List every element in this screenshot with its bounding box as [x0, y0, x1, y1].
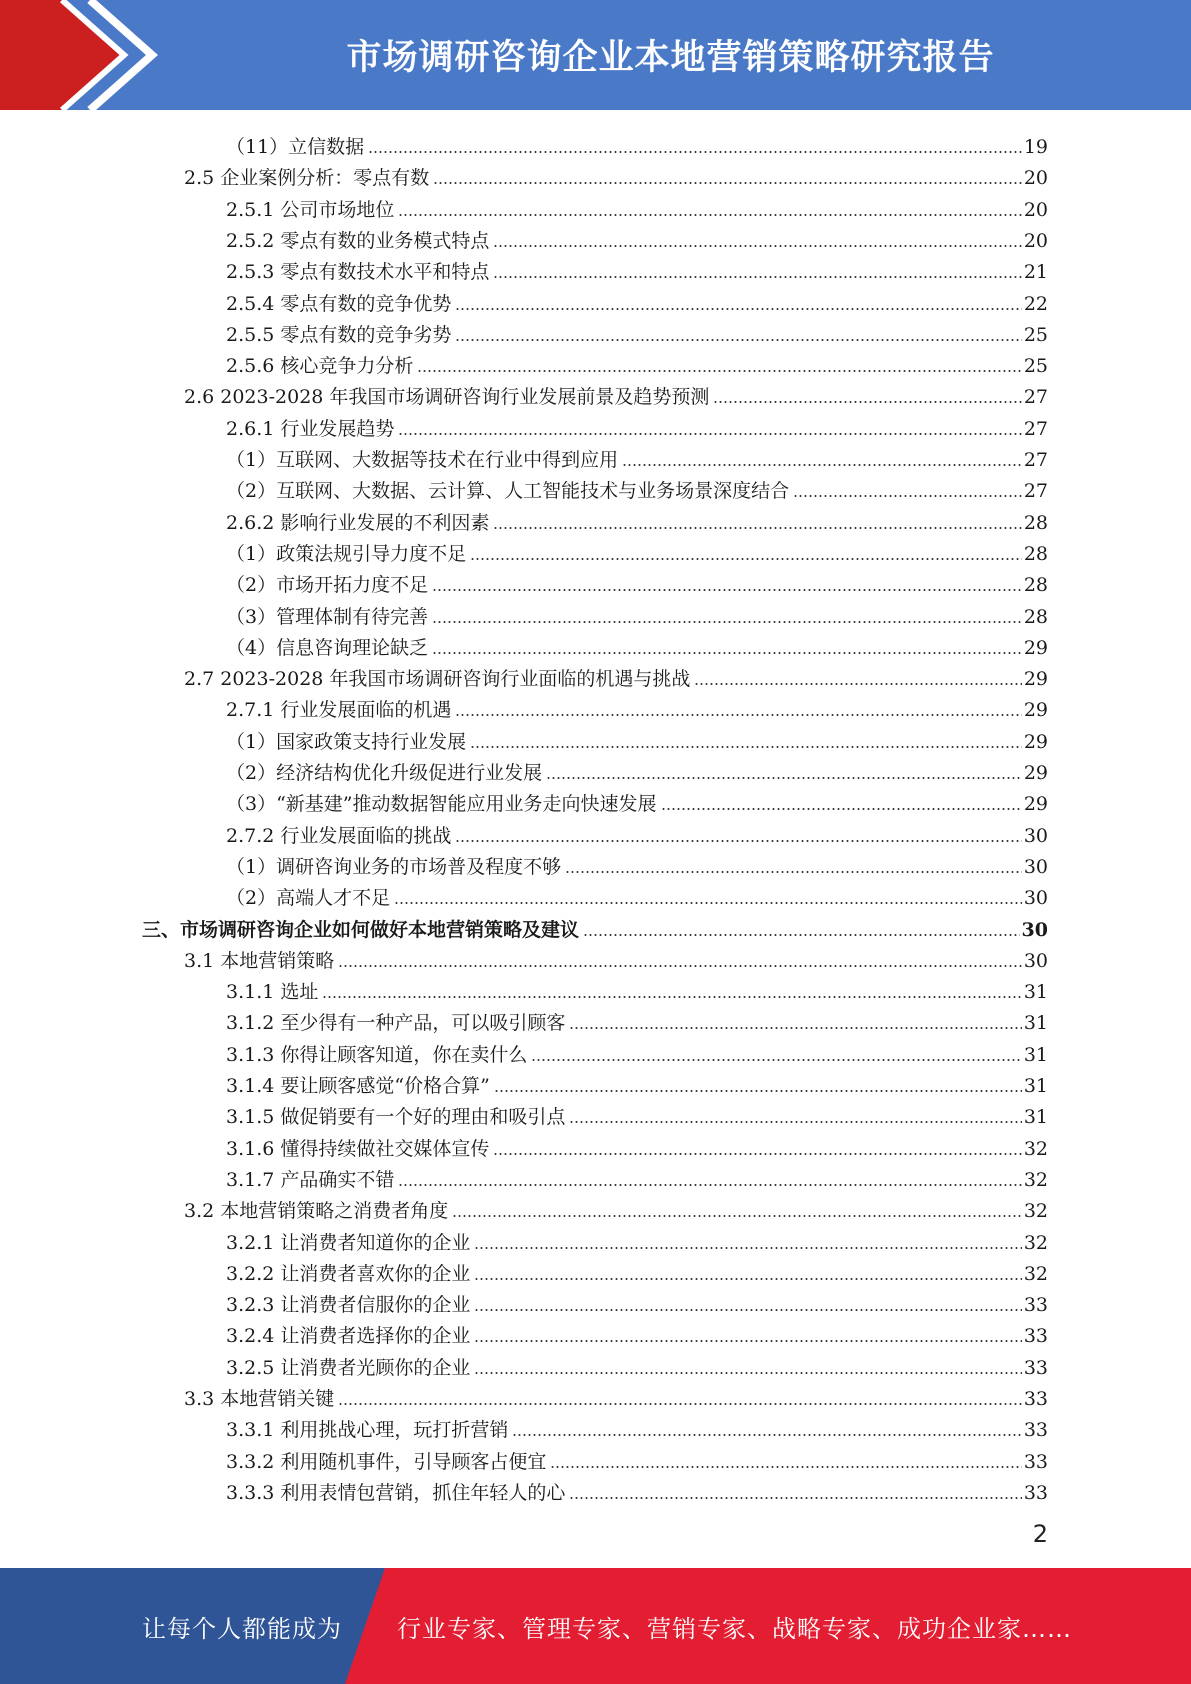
toc-entry[interactable] [226, 534, 1048, 565]
toc-entry-label: 2.6.1 行业发展趋势 [226, 417, 395, 440]
toc-dot-leader [531, 1059, 1021, 1061]
toc-entry[interactable] [226, 690, 1048, 721]
toc-entry-page: 33 [1023, 1481, 1048, 1504]
toc-entry-page: 22 [1023, 292, 1048, 315]
toc-entry-page: 33 [1023, 1356, 1048, 1379]
toc-entry[interactable] [226, 1473, 1048, 1504]
toc-dot-leader [417, 370, 1021, 372]
toc-entry-page: 33 [1023, 1419, 1048, 1442]
toc-entry-page: 31 [1023, 981, 1048, 1004]
toc-entry-page: 25 [1023, 323, 1048, 346]
toc-entry-label: 3.3.1 利用挑战心理，玩打折营销 [226, 1419, 509, 1442]
toc-entry-label: （2）市场开拓力度不足 [226, 574, 429, 597]
toc-entry-page: 32 [1023, 1168, 1048, 1191]
toc-entry[interactable] [184, 941, 1048, 972]
toc-entry-label: 3.2 本地营销策略之消费者角度 [184, 1200, 449, 1223]
toc-entry-page: 27 [1023, 480, 1048, 503]
toc-entry-page: 30 [1023, 855, 1048, 878]
toc-dot-leader [793, 495, 1022, 497]
toc-entry-label: 3.1.3 你得让顾客知道，你在卖什么 [226, 1043, 528, 1066]
toc-entry-label: 3.1.5 做促销要有一个好的理由和吸引点 [226, 1106, 566, 1129]
toc-entry-page: 32 [1023, 1137, 1048, 1160]
toc-entry-label: 3.3 本地营销关键 [184, 1388, 335, 1410]
toc-entry[interactable] [226, 409, 1048, 440]
toc-entry-label: （2）经济结构优化升级促进行业发展 [226, 762, 543, 784]
toc-entry[interactable] [226, 252, 1048, 283]
toc-dot-leader [493, 245, 1021, 247]
toc-dot-leader [398, 214, 1021, 216]
toc-dot-leader [569, 1027, 1021, 1029]
toc-entry-page: 20 [1023, 198, 1048, 221]
toc-entry-label: （1）国家政策支持行业发展 [226, 730, 467, 753]
toc-entry-page: 28 [1023, 574, 1048, 597]
toc-entry-page: 28 [1023, 542, 1048, 565]
toc-dot-leader [398, 433, 1021, 435]
toc-dot-leader [474, 1340, 1021, 1342]
toc-entry-page: 29 [1023, 699, 1048, 722]
toc-entry[interactable] [226, 753, 1048, 784]
toc-dot-leader [474, 1278, 1021, 1280]
toc-entry-page: 20 [1023, 229, 1048, 252]
toc-entry-page: 29 [1023, 636, 1048, 659]
toc-entry-page: 28 [1023, 605, 1048, 628]
toc-dot-leader [661, 808, 1022, 810]
toc-dot-leader [470, 746, 1022, 748]
toc-entry[interactable] [226, 878, 1048, 909]
toc-entry[interactable] [226, 816, 1048, 847]
toc-entry-label: 3.2.2 让消费者喜欢你的企业 [226, 1262, 471, 1285]
toc-entry-label: 3.1.6 懂得持续做社交媒体宣传 [226, 1137, 490, 1160]
toc-dot-leader [694, 683, 1021, 685]
toc-entry-label: 2.7 2023-2028 年我国市场调研咨询行业面临的机遇与挑战 [184, 668, 691, 691]
toc-entry[interactable] [226, 972, 1048, 1003]
page-number: 2 [1032, 1520, 1048, 1548]
toc-dot-leader [493, 276, 1021, 278]
toc-entry-page: 32 [1023, 1200, 1048, 1223]
toc-entry[interactable] [226, 597, 1048, 628]
toc-dot-leader [569, 1121, 1021, 1123]
toc-entry-label: 2.5.1 公司市场地位 [226, 198, 395, 221]
toc-entry-page: 33 [1023, 1450, 1048, 1473]
toc-entry[interactable] [226, 1035, 1048, 1066]
toc-dot-leader [322, 996, 1021, 998]
toc-dot-leader [455, 714, 1021, 716]
toc-entry-label: （2）互联网、大数据、云计算、人工智能技术与业务场景深度结合 [226, 480, 790, 503]
toc-entry[interactable] [226, 1254, 1048, 1285]
toc-entry[interactable] [226, 628, 1048, 659]
toc-dot-leader [398, 1184, 1021, 1186]
toc-dot-leader [713, 401, 1021, 403]
toc-entry-page: 28 [1023, 511, 1048, 534]
toc-dot-leader [569, 1497, 1021, 1499]
toc-dot-leader [565, 871, 1022, 873]
toc-entry-page: 30 [1021, 918, 1048, 941]
toc-entry[interactable] [226, 1348, 1048, 1379]
toc-entry-label: 3.1.7 产品确实不错 [226, 1168, 395, 1191]
toc-dot-leader [546, 777, 1022, 779]
toc-entry-label: 3.1.4 要让顾客感觉“价格合算” [226, 1075, 490, 1097]
toc-entry[interactable] [226, 1410, 1048, 1441]
toc-entry[interactable] [184, 158, 1048, 189]
footer-slogan-left: 让每个人都能成为 [142, 1614, 342, 1643]
header-arrow-decoration [0, 0, 200, 110]
toc-dot-leader [432, 652, 1022, 654]
toc-dot-leader [494, 1090, 1022, 1092]
toc-entry-page: 27 [1023, 386, 1048, 409]
toc-entry[interactable] [184, 659, 1048, 690]
toc-dot-leader [622, 464, 1022, 466]
toc-entry-page: 29 [1023, 730, 1048, 753]
toc-entry[interactable] [226, 221, 1048, 252]
toc-entry-label: 2.7.1 行业发展面临的机遇 [226, 699, 452, 722]
toc-entry-label: （1）调研咨询业务的市场普及程度不够 [226, 855, 562, 878]
toc-entry-label: 2.6.2 影响行业发展的不利因素 [226, 511, 490, 534]
toc-entry-label: 2.6 2023-2028 年我国市场调研咨询行业发展前景及趋势预测 [184, 386, 710, 409]
toc-entry-page: 31 [1023, 1012, 1048, 1035]
toc-entry[interactable] [226, 190, 1048, 221]
toc-entry-page: 31 [1023, 1106, 1048, 1129]
toc-entry-label: （3）“新基建”推动数据智能应用业务走向快速发展 [226, 793, 657, 816]
toc-entry[interactable] [184, 1379, 1048, 1410]
toc-entry-page: 20 [1023, 167, 1048, 190]
toc-entry-page: 29 [1023, 793, 1048, 816]
toc-entry-label: （2）高端人才不足 [226, 887, 391, 910]
toc-entry-label: （1）互联网、大数据等技术在行业中得到应用 [226, 449, 619, 471]
toc-dot-leader [474, 1372, 1021, 1374]
toc-entry-page: 29 [1023, 762, 1048, 784]
toc-dot-leader [470, 558, 1022, 560]
toc-entry-label: 2.5.3 零点有数技术水平和特点 [226, 261, 490, 284]
toc-entry-label: 2.5 企业案例分析：零点有数 [184, 167, 430, 190]
toc-entry-page: 33 [1023, 1294, 1048, 1317]
toc-entry-label: （3）管理体制有待完善 [226, 605, 429, 628]
toc-entry-page: 29 [1023, 668, 1048, 691]
toc-entry[interactable] [226, 1097, 1048, 1128]
toc-entry-page: 32 [1023, 1262, 1048, 1285]
toc-entry[interactable] [226, 127, 1048, 158]
toc-entry[interactable] [226, 1223, 1048, 1254]
toc-entry-label: 3.3.2 利用随机事件，引导顾客占便宜 [226, 1450, 547, 1473]
toc-entry-page: 33 [1023, 1388, 1048, 1410]
toc-entry[interactable] [184, 1191, 1048, 1222]
toc-entry-label: 3.2.4 让消费者选择你的企业 [226, 1325, 471, 1348]
toc-entry[interactable] [226, 722, 1048, 753]
toc-entry-page: 30 [1023, 824, 1048, 847]
toc-dot-leader [338, 965, 1022, 967]
toc-dot-leader [474, 1247, 1021, 1249]
toc-dot-leader [583, 934, 1020, 936]
toc-dot-leader [550, 1466, 1021, 1468]
toc-entry-page: 33 [1023, 1325, 1048, 1348]
toc-entry[interactable] [226, 440, 1048, 471]
toc-dot-leader [338, 1403, 1022, 1405]
toc-entry-label: 3.1 本地营销策略 [184, 949, 335, 972]
toc-entry-page: 30 [1023, 887, 1048, 910]
toc-entry-label: （11）立信数据 [226, 136, 365, 158]
toc-entry-label: 2.5.6 核心竞争力分析 [226, 355, 414, 378]
toc-entry-label: 2.5.4 零点有数的竞争优势 [226, 292, 452, 315]
toc-entry[interactable] [226, 1129, 1048, 1160]
toc-entry-label: 3.2.3 让消费者信服你的企业 [226, 1294, 471, 1317]
toc-entry-label: （4）信息咨询理论缺乏 [226, 636, 429, 659]
toc-entry[interactable] [226, 784, 1048, 815]
toc-dot-leader [493, 527, 1021, 529]
toc-entry[interactable] [226, 1442, 1048, 1473]
toc-entry-page: 21 [1023, 261, 1048, 284]
toc-entry[interactable] [226, 1316, 1048, 1347]
toc-entry-label: 3.1.1 选址 [226, 981, 319, 1004]
toc-entry[interactable] [142, 910, 1048, 941]
toc-entry-page: 31 [1023, 1043, 1048, 1066]
footer-slogan-right: 行业专家、管理专家、营销专家、战略专家、成功企业家…… [397, 1614, 1072, 1643]
toc-entry[interactable] [226, 315, 1048, 346]
toc-dot-leader [432, 589, 1022, 591]
toc-entry-page: 32 [1023, 1231, 1048, 1254]
toc-dot-leader [455, 840, 1021, 842]
toc-entry[interactable] [226, 471, 1048, 502]
toc-dot-leader [512, 1434, 1021, 1436]
toc-dot-leader [432, 621, 1022, 623]
toc-entry-page: 27 [1023, 417, 1048, 440]
toc-entry[interactable] [226, 284, 1048, 315]
toc-entry-page: 25 [1023, 355, 1048, 378]
toc-entry-label: （1）政策法规引导力度不足 [226, 542, 467, 565]
toc-entry-label: 2.7.2 行业发展面临的挑战 [226, 824, 452, 847]
toc-entry[interactable] [226, 565, 1048, 596]
toc-entry-label: 2.5.2 零点有数的业务模式特点 [226, 229, 490, 252]
toc-entry[interactable] [184, 377, 1048, 408]
toc-entry-page: 19 [1023, 136, 1048, 158]
toc-dot-leader [452, 1215, 1022, 1217]
toc-entry[interactable] [226, 503, 1048, 534]
toc-entry-label: 三、市场调研咨询企业如何做好本地营销策略及建议 [142, 918, 580, 941]
toc-dot-leader [474, 1309, 1021, 1311]
toc-entry[interactable] [226, 1160, 1048, 1191]
toc-dot-leader [455, 308, 1021, 310]
toc-entry[interactable] [226, 1003, 1048, 1034]
toc-entry-page: 30 [1023, 949, 1048, 972]
toc-dot-leader [433, 182, 1022, 184]
toc-dot-leader [493, 1153, 1021, 1155]
report-title: 市场调研咨询企业本地营销策略研究报告 [346, 38, 995, 78]
page-header [0, 0, 1191, 110]
toc-entry-label: 2.5.5 零点有数的竞争劣势 [226, 323, 452, 346]
toc-dot-leader [394, 902, 1022, 904]
toc-entry-page: 31 [1023, 1075, 1048, 1097]
toc-entry-page: 27 [1023, 449, 1048, 471]
toc-entry[interactable] [226, 1285, 1048, 1316]
toc-entry-label: 3.1.2 至少得有一种产品，可以吸引顾客 [226, 1012, 566, 1035]
toc-entry-label: 3.3.3 利用表情包营销，抓住年轻人的心 [226, 1481, 566, 1504]
page-footer [0, 1568, 1191, 1684]
toc-entry[interactable] [226, 847, 1048, 878]
toc-dot-leader [368, 151, 1022, 153]
toc-entry[interactable] [226, 346, 1048, 377]
toc-entry[interactable] [226, 1066, 1048, 1097]
toc-entry-label: 3.2.5 让消费者光顾你的企业 [226, 1356, 471, 1379]
toc-dot-leader [455, 339, 1021, 341]
toc-entry-label: 3.2.1 让消费者知道你的企业 [226, 1231, 471, 1254]
